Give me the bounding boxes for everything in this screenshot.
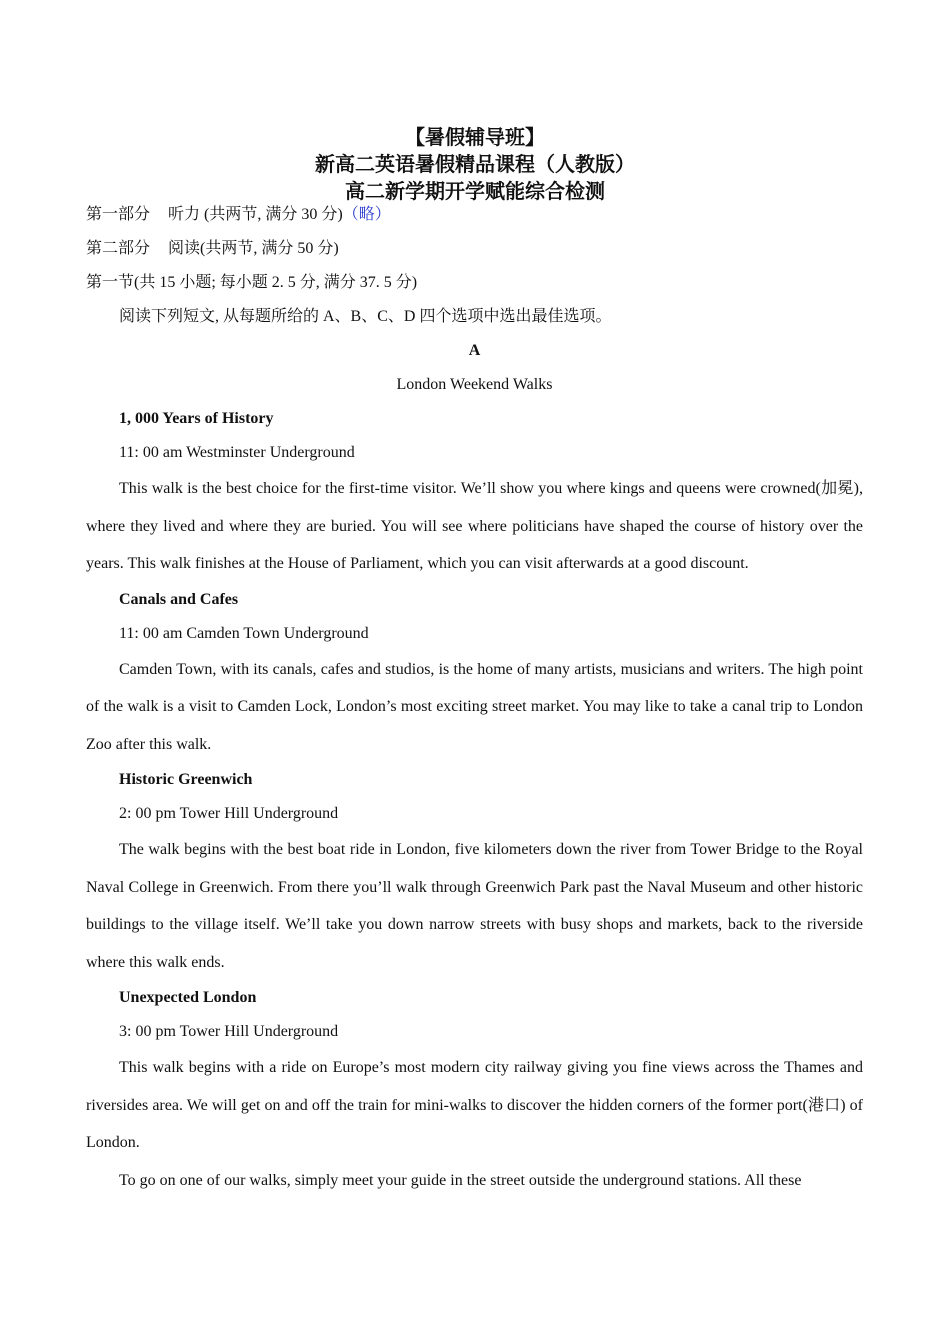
instruction: 阅读下列短文, 从每题所给的 A、B、C、D 四个选项中选出最佳选项。 — [119, 308, 612, 325]
part2-label: 第二部分 — [86, 240, 151, 257]
part2-heading — [86, 232, 863, 266]
walk-3-time: 2: 00 pm Tower Hill Underground — [119, 805, 339, 822]
part1-note: （略） — [342, 206, 391, 223]
title-block — [0, 124, 950, 205]
part1-text: 听力 (共两节, 满分 30 分) — [168, 206, 343, 223]
walk-4-name: Unexpected London — [119, 989, 257, 1006]
passage-letter: A — [468, 342, 481, 359]
walk-4-text: This walk begins with a ride on Europe’s most modern city railway giving you fine views across the Thames and riversides area. We will get on and off the train for mini-walks to discover the hidden corners of the former port(港口) of London. — [86, 1059, 863, 1151]
walk-2-text: Camden Town, with its canals, cafes and studios, is the home of many artists, musicians and writers. The high point of the walk is a visit to Camden Lock, London’s most exciting street market. You may like to take a canal trip to London Zoo after this walk. — [86, 660, 863, 753]
title-line-1: 【暑假辅导班】 — [405, 125, 545, 149]
walk-3-text: The walk begins with the best boat ride in London, five kilometers down the river from Tower Bridge to the Royal Naval College in Greenwich. From there you’ll walk through Greenwich Park past the Naval Museum and other historic buildings to the village itself. We’ll take you down narrow streets with busy shops and markets, back to the riverside where this walk ends. — [86, 841, 863, 971]
title-line-2: 新高二英语暑假精品课程（人教版） — [315, 152, 635, 176]
document-body — [86, 198, 863, 1199]
part1-heading — [86, 198, 863, 232]
title-line-3: 高二新学期开学赋能综合检测 — [345, 179, 605, 203]
walk-2-time: 11: 00 am Camden Town Underground — [119, 624, 369, 642]
closing-paragraph: To go on one of our walks, simply meet your guide in the street outside the underground stations. All these — [119, 1171, 802, 1189]
walk-4-time: 3: 00 pm Tower Hill Underground — [119, 1023, 339, 1040]
walk-2-name: Canals and Cafes — [119, 590, 239, 608]
section1-heading: 第一节(共 15 小题; 每小题 2. 5 分, 满分 37. 5 分) — [86, 274, 418, 291]
walk-3-name: Historic Greenwich — [119, 771, 253, 788]
walk-1-text: This walk is the best choice for the first-time visitor. We’ll show you where kings and queens were crowned(加冕), where they lived and where they are buried. You will see where politicians have shaped the course of history over the years. This walk finishes at the House of Parliament, which you can visit afterwards at a good discount. — [86, 480, 863, 572]
part2-text: 阅读(共两节, 满分 50 分) — [168, 240, 339, 257]
passage-title: London Weekend Walks — [396, 376, 553, 393]
walk-1-name: 1, 000 Years of History — [119, 410, 274, 427]
walk-1-time: 11: 00 am Westminster Underground — [119, 444, 355, 461]
part1-label: 第一部分 — [86, 206, 151, 223]
